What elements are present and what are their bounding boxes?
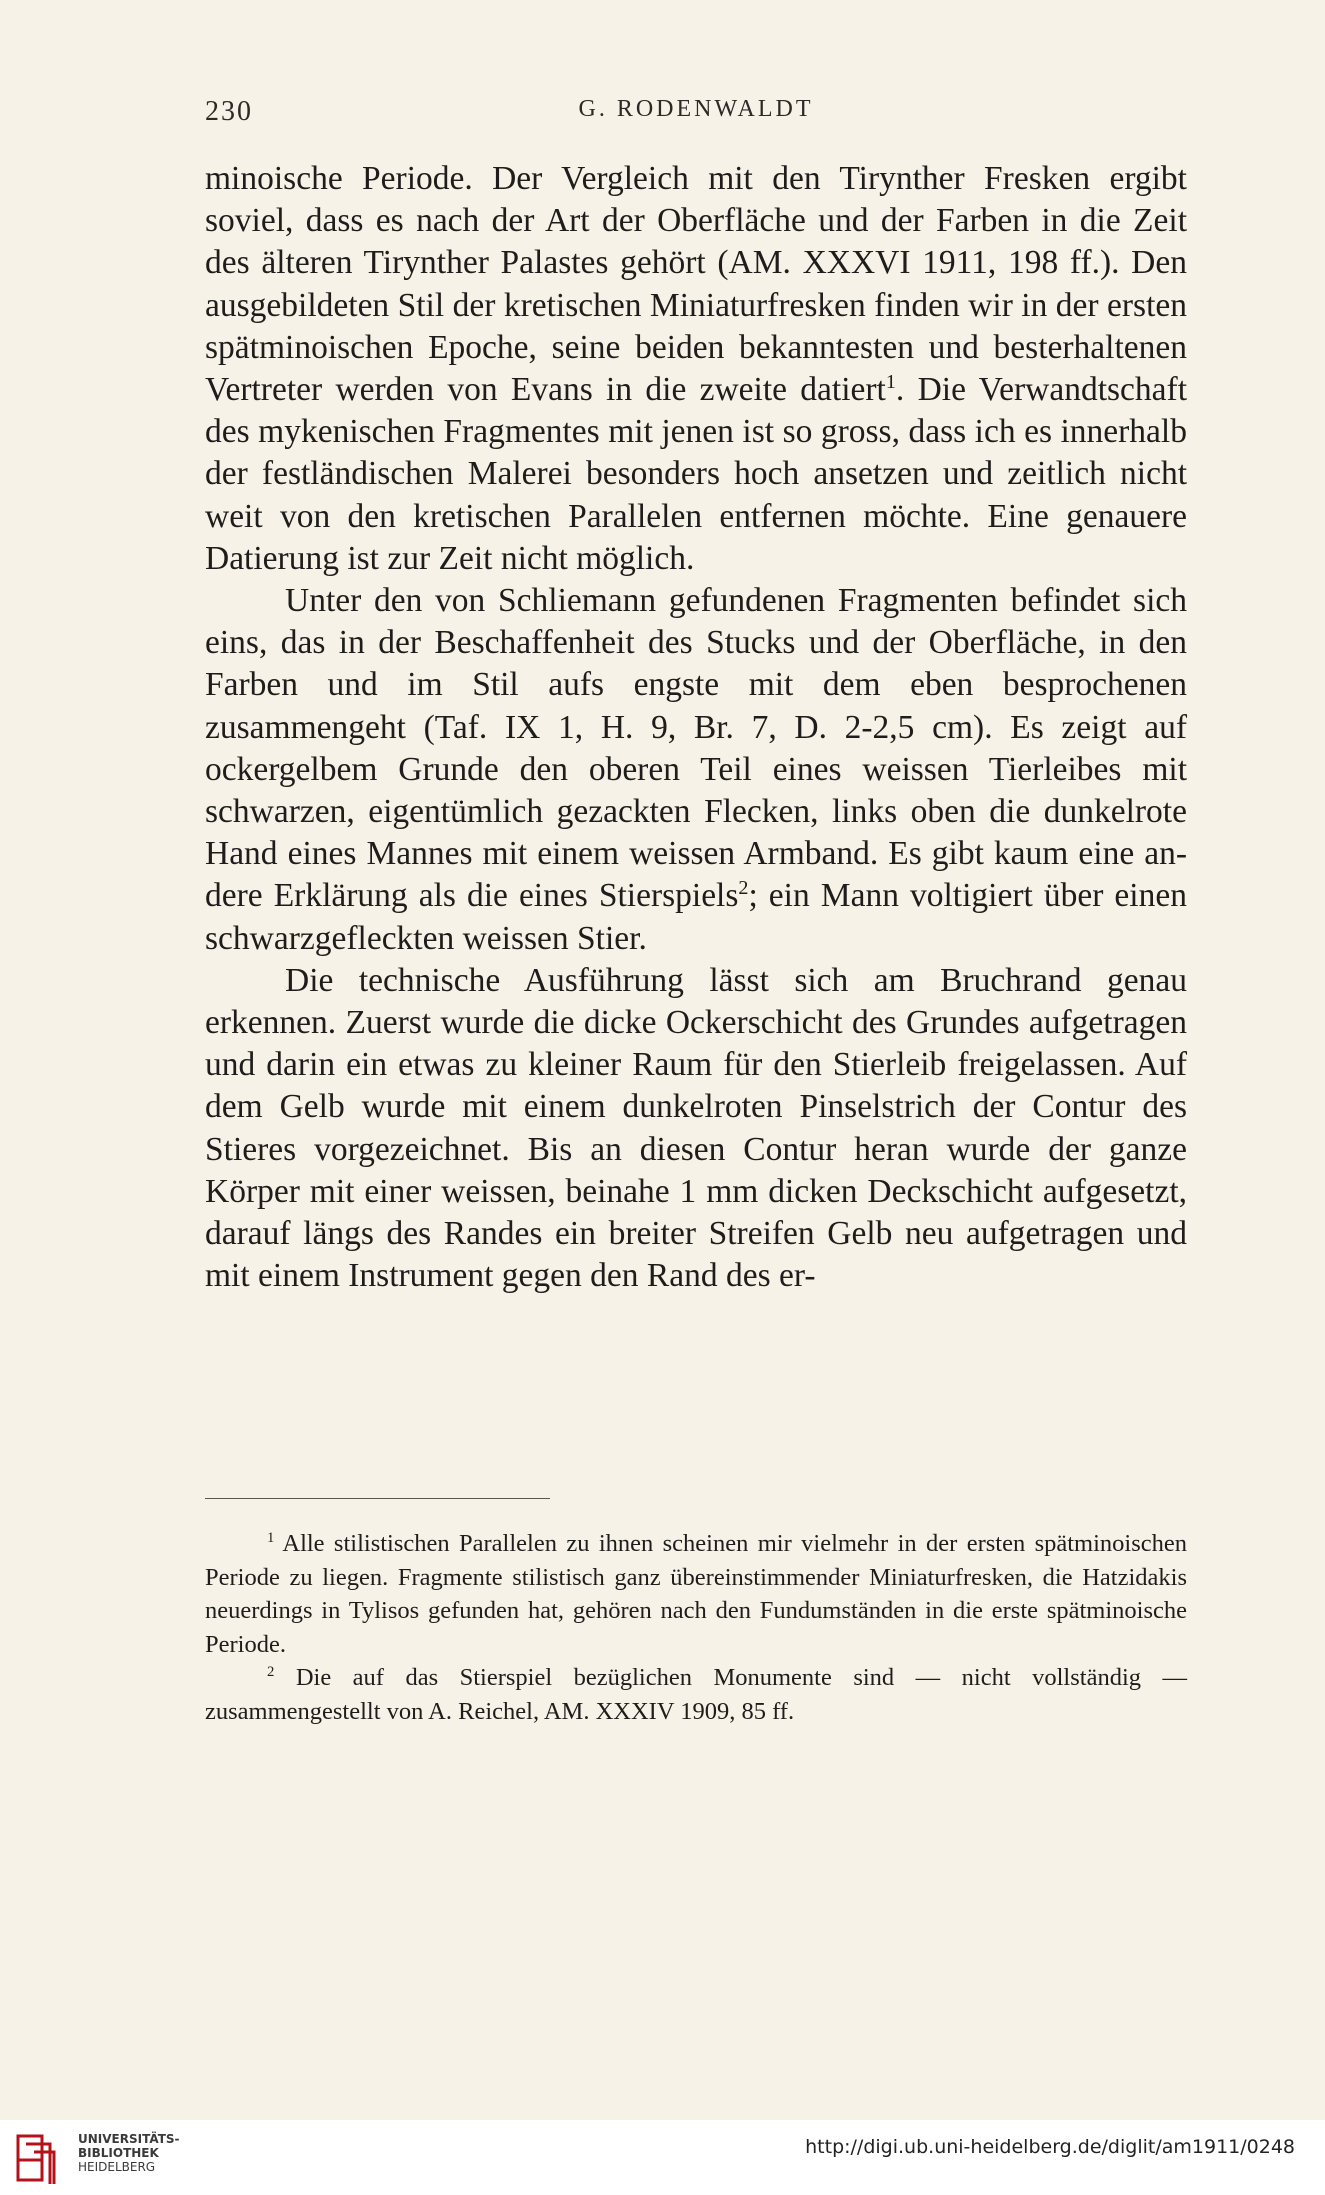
paragraph-2-text: Unter den von Schliemann gefundenen Fragmenten befindet sich eins, das in der Beschaffenheit des Stucks und der Oberfläche, in den Farben und im Stil aufs engste mit dem eben besprochenen zusammengeht (Taf. IX 1, H. 9, Br. 7, D. 2-2,5 cm). Es zeigt auf ockergelbem Grunde den oberen Teil eines weissen Tierleibes mit schwarzen, eigentümlich gezackten Flecken, links oben die dunkelrote Hand eines Mannes mit einem weissen Armband. Es gibt kaum eine andere Erklärung als die eines Stierspiels [205,582,1187,915]
library-line-3: HEIDELBERG [78,2160,156,2174]
running-head: G. RODENWALDT [578,96,814,122]
library-line-1: UNIVERSITÄTS- [78,2132,180,2146]
permalink-url[interactable]: http://digi.ub.uni-heidelberg.de/diglit/am1911/0248 [805,2136,1295,2158]
paragraph-2-continued: ; ein Mann voltigiert über einen schwarzgefleckten weissen Stier. [205,877,1187,957]
page-header [205,96,1187,136]
footnote-marker-1: 1 [267,1529,275,1546]
footnote-2 [205,1661,1187,1728]
paragraph-3: Die technische Ausführung lässt sich am Bruchrand genau erkennen. Zuerst wurde die dicke Ockerschicht des Grundes aufgetragen und darin ein etwas zu kleiner Raum für den Stierleib freigelassen. Auf dem Gelb wurde mit einem dunkelroten Pinselstrich der Contur des Stieres vorgezeichnet. Bis an diesen Contur heran wurde der ganze Körper mit einer weissen, beinahe 1 mm dicken Deckschicht aufgesetzt, darauf längs des Randes ein breiter Streifen Gelb neu aufgetragen und mit einem Instrument gegen den Rand des er- [205,961,1187,1295]
viewer-footer [0,2120,1325,2195]
paragraph-1-continued: . Die Verwandtschaft des mykenischen Fragmentes mit jenen ist so gross, dass ich es innerhalb der festländischen Malerei besonders hoch ansetzen und zeitlich nicht weit von den kretischen Parallelen entfernen möchte. Eine genauere Datierung ist zur Zeit nicht möglich. [205,371,1188,577]
footnote-2-text: Die auf das Stierspiel bezüglichen Monumente sind — nicht vollständig — zusammengestellt von A. Reichel, AM. XXXIV 1909, 85 ff. [205,1664,1187,1725]
library-line-2: BIBLIOTHEK [78,2146,159,2160]
paragraph-1 [205,158,1187,580]
footnote-1-text: Alle stilistischen Parallelen zu ihnen scheinen mir vielmehr in der ersten spätminoischen Periode zu liegen. Fragmente stilistisch ganz übereinstimmender Miniaturfresken, die Hatzidakis neuerdings in Tylisos gefunden hat, gehören nach den Fundumständen in die erste spätminoische Periode. [205,1530,1187,1658]
footnote-divider [205,1498,550,1499]
ub-heidelberg-logo-icon[interactable] [14,2130,56,2186]
footnote-1 [205,1527,1187,1661]
paragraph-1-text: minoische Periode. Der Vergleich mit den Tirynther Fresken ergibt soviel, dass es nach der Art der Oberfläche und der Farben in die Zeit des älteren Tirynther Palastes gehört (AM. XXXVI 1911, 198 ff.). Den ausgebildeten Stil der kretischen Miniaturfresken finden wir in der ersten spätminoischen Epoche, seine beiden bekanntesten und besterhaltenen Vertreter werden von Evans in die zweite datiert [205,160,1187,409]
body-text [205,158,1187,1297]
footnote-ref-2[interactable]: 2 [738,877,749,900]
library-name [78,2132,180,2174]
footnotes [205,1527,1187,1728]
paragraph-2 [205,580,1187,960]
footnote-ref-1[interactable]: 1 [885,370,896,393]
page-number: 230 [205,96,253,127]
footnote-marker-2: 2 [267,1663,275,1680]
